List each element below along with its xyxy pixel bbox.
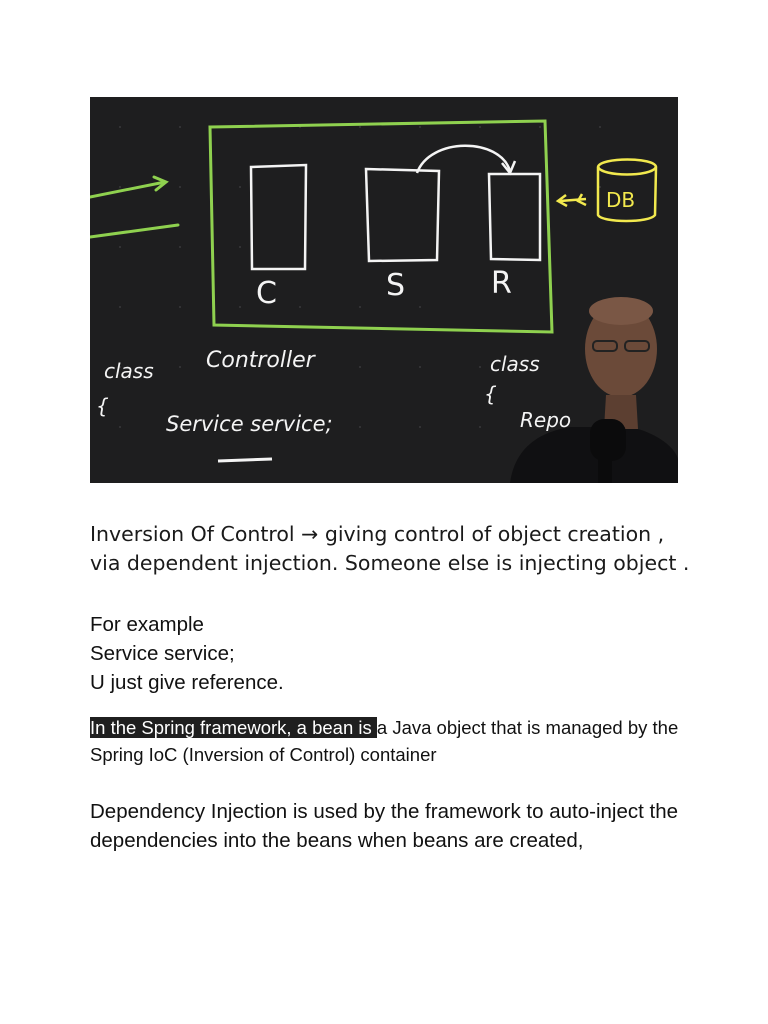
label-r: R [491, 266, 512, 301]
label-service-decl: Service service; [166, 412, 333, 436]
controller-box [251, 165, 306, 269]
incoming-arrows [90, 177, 178, 237]
repo-box [489, 174, 540, 260]
label-controller: Controller [206, 348, 315, 373]
db-arrow [560, 199, 586, 201]
whiteboard-image [90, 97, 678, 483]
underline-stroke [218, 459, 272, 461]
label-s: S [386, 268, 406, 303]
label-class-right: class [490, 352, 540, 376]
ioc-paragraph: Inversion Of Control → giving control of object creation , via dependent injection. Someone else is injecting object . [90, 522, 690, 575]
label-db: DB [606, 188, 636, 212]
di-paragraph: Dependency Injection is used by the framework to auto-inject the dependencies into the beans when beans are created, [90, 800, 678, 852]
highlighted-text: In the Spring framework, a bean is [90, 717, 377, 738]
label-c: C [256, 276, 277, 311]
bean-paragraph [90, 714, 690, 768]
label-brace-left: { [96, 394, 109, 418]
presenter [510, 297, 678, 483]
label-repo: Repo [520, 408, 572, 432]
bean-paragraph-rest: a Java object that is managed by the Spring IoC (Inversion of Control) container [90, 717, 679, 765]
example-block [90, 610, 690, 697]
label-class-left: class [104, 359, 154, 383]
reference-line: U just give reference. [90, 671, 284, 694]
service-line: Service service; [90, 642, 235, 665]
label-brace-right: { [484, 382, 497, 406]
service-to-repo-arrow [417, 146, 510, 173]
service-box [366, 169, 439, 261]
example-line: For example [90, 613, 204, 636]
